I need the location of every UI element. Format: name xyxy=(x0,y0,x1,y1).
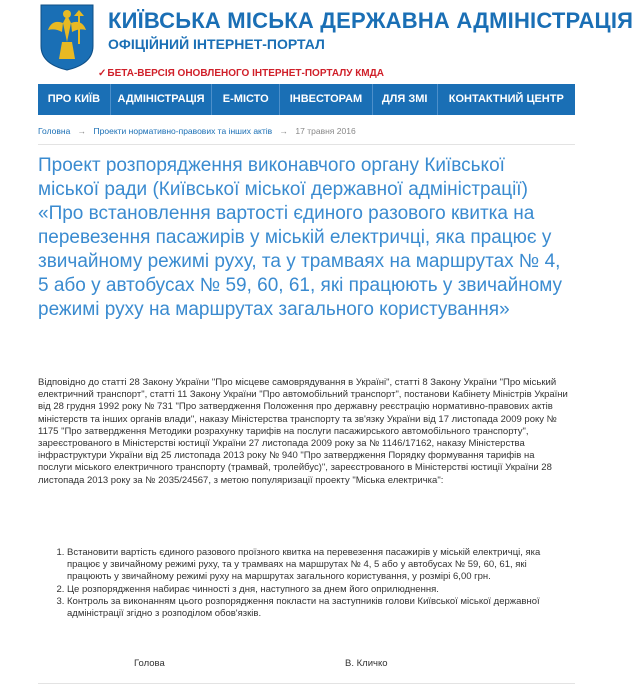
signature-name: В. Кличко xyxy=(345,658,388,669)
page-title: Проект розпорядження виконавчого органу Київської міської ради (Київської міської державної адміністрації) «Про встановлення вартості єдиного разового квитка на перевезення пасажирів у міській електричці, яка працює у звичайному режимі руху, та у трамваях на маршрутах № 4, 5 або у автобусах № 59, 60, 61, які працюють у звичайному режимі руху на маршрутах загального користування» xyxy=(38,155,563,320)
beta-notice-text[interactable]: БЕТА-ВЕРСІЯ ОНОВЛЕНОГО ІНТЕРНЕТ-ПОРТАЛУ КМДА xyxy=(107,68,384,79)
main-navigation xyxy=(38,84,575,115)
kyiv-coat-of-arms-icon[interactable] xyxy=(38,2,96,72)
footer-divider xyxy=(38,683,575,684)
nav-item-contact-center[interactable]: КОНТАКТНИЙ ЦЕНТР xyxy=(448,93,564,105)
document-points xyxy=(38,547,568,620)
document-point: 2. Це розпорядження набирає чинності з дня, наступного за днем його оприлюднення. xyxy=(67,584,568,596)
breadcrumb-section-link[interactable]: Проекти нормативно-правових та інших актів xyxy=(93,126,273,136)
signature-role: Голова xyxy=(134,658,165,669)
nav-item-media[interactable]: ДЛЯ ЗМІ xyxy=(373,84,438,115)
document-point: 1. Встановити вартість єдиного разового проїзного квитка на перевезення пасажирів у міській електричці, яка працює у звичайному режимі руху, та у трамваях на маршрутах № 4, 5 або у автобусах № 59, 60, 61, які працюють у звичайному режимі руху на маршрутах загального користування, у розмірі 6,00 грн. xyxy=(67,547,568,584)
content-divider xyxy=(38,144,575,145)
site-title[interactable]: КИЇВСЬКА МІСЬКА ДЕРЖАВНА АДМІНІСТРАЦІЯ xyxy=(108,8,633,33)
nav-item-about-kyiv[interactable]: ПРО КИЇВ xyxy=(38,84,111,115)
beta-notice[interactable] xyxy=(98,68,384,79)
nav-item-e-city[interactable]: Е-МІСТО xyxy=(212,84,280,115)
document-intro: Відповідно до статті 28 Закону України "Про місцеве самоврядування в Україні", статті 8 Закону України "Про міський електричний транспорт", статті 11 Закону України "Про автомобільний транспорт", постанови Кабінету Міністрів України від 28 грудня 1992 року № 731 "Про затвердження Положення про державну реєстрацію нормативно-правових актів міністерств та інших органів влади", наказу Міністерства транспорту та зв'язку України від 17 листопада 2009 року № 1175 "Про затвердження Методики розрахунку тарифів на послуги пасажирського автомобільного транспорту", зареєстрованого в Міністерстві юстиції України 27 листопада 2009 року за № 1146/17162, наказу Міністерства інфраструктури України від 25 листопада 2013 року № 940 "Про затвердження Порядку формування тарифів на послуги міського електричного транспорту (трамвай, тролейбус)", зареєстрованого в Міністерстві юстиції України 28 листопада 2013 року за № 2035/24567, з метою популяризації проекту "Міська електричка": xyxy=(38,377,568,486)
site-header xyxy=(0,0,633,84)
breadcrumb-home-link[interactable]: Головна xyxy=(38,126,71,136)
document-point: 3. Контроль за виконанням цього розпорядження покласти на заступників голови Київської міської державної адміністрації згідно з розподілом обов'язків. xyxy=(67,596,568,620)
breadcrumb-date: 17 травня 2016 xyxy=(295,126,356,136)
site-subtitle: ОФІЦІЙНИЙ ІНТЕРНЕТ-ПОРТАЛ xyxy=(108,36,325,52)
check-icon: ✓ xyxy=(98,68,107,79)
nav-item-investors[interactable]: ІНВЕСТОРАМ xyxy=(280,84,373,115)
nav-item-administration[interactable]: АДМІНІСТРАЦІЯ xyxy=(111,84,213,115)
breadcrumb-arrow-icon: → xyxy=(77,126,87,136)
breadcrumb-arrow-icon: → xyxy=(279,126,289,136)
breadcrumb xyxy=(38,126,356,136)
